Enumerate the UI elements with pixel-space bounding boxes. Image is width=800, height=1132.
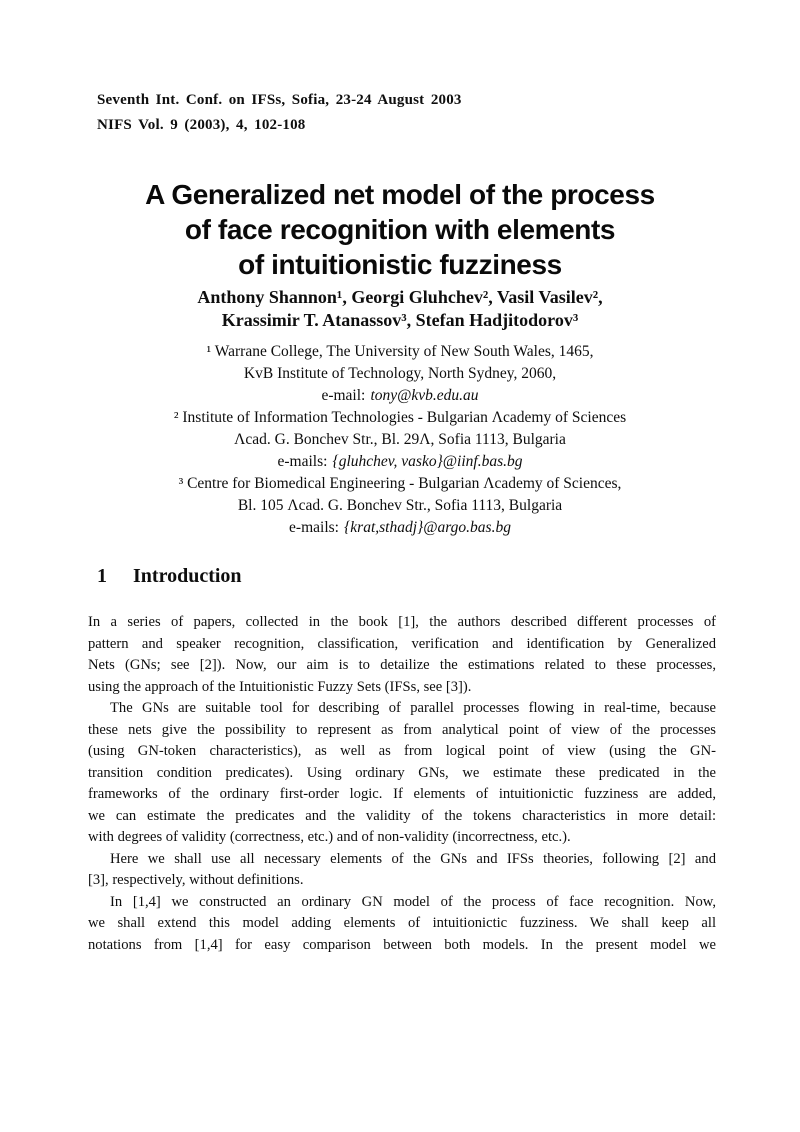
para-line: these nets give the possibility to represent as from analytical point of view of the processes	[88, 721, 716, 738]
para-line: In [1,4] we constructed an ordinary GN model of the process of face recognition. Now,	[110, 893, 716, 910]
email-label: e-mails:	[277, 453, 328, 470]
affiliation-1-email-line	[30, 385, 770, 407]
volume-line: NIFS Vol. 9 (2003), 4, 102-108	[97, 117, 306, 133]
email-address: {krat,sthadj}@argo.bas.bg	[344, 519, 511, 536]
affiliation-3-email-line	[30, 517, 770, 539]
affiliation-2-line-2: Λcad. G. Bonchev Str., Bl. 29Λ, Sofia 1113, Bulgaria	[234, 431, 566, 448]
affiliations	[30, 341, 770, 539]
paper-title-line-3: of intuitionistic fuzziness	[238, 249, 562, 280]
authors-line-2: Krassimir T. Atanassov³, Stefan Hadjitodorov³	[221, 310, 579, 330]
email-address: {gluhchev, vasko}@iinf.bas.bg	[332, 453, 523, 470]
authors	[30, 286, 770, 332]
para-line: The GNs are suitable tool for describing of parallel processes flowing in real-time, because	[110, 700, 716, 716]
section-title: Introduction	[133, 565, 242, 587]
conference-line: Seventh Int. Conf. on IFSs, Sofia, 23-24 August 2003	[97, 92, 462, 108]
affiliation-2-line-1: ² Institute of Information Technologies - Bulgarian Λcademy of Sciences	[173, 409, 627, 426]
para-line: (using GN-token characteristics), as well as from logical point of view (using the GN-	[88, 743, 716, 759]
affiliation-2-email-line	[30, 451, 770, 473]
para-line: Nets (GNs; see [2]). Now, our aim is to detailize the estimations related to these processes,	[88, 657, 716, 673]
para-line: pattern and speaker recognition, classification, verification and identification by Generalized	[88, 635, 716, 652]
para-line: we shall extend this model adding elements of intuitionictic fuzziness. We shall keep all	[88, 915, 716, 931]
section-heading	[97, 564, 242, 588]
running-head	[97, 88, 462, 138]
paper-title-line-1: A Generalized net model of the process	[145, 179, 655, 210]
email-label: e-mails:	[289, 519, 339, 536]
paper-title	[30, 177, 770, 282]
para-line: [3], respectively, without definitions.	[88, 872, 304, 888]
para-line: using the approach of the Intuitionistic Fuzzy Sets (IFSs, see [3]).	[88, 678, 472, 695]
email-label: e-mail:	[321, 387, 366, 404]
affiliation-2	[30, 407, 770, 473]
para-line: transition condition predicates). Using ordinary GNs, we estimate these predicated in the	[88, 764, 716, 781]
para-line: In a series of papers, collected in the book [1], the authors described different processes of	[88, 614, 716, 630]
email-address: tony@kvb.edu.au	[370, 387, 479, 404]
affiliation-3-line-1: ³ Centre for Biomedical Engineering - Bulgarian Λcademy of Sciences,	[178, 475, 622, 492]
para-line: Here we shall use all necessary elements of the GNs and IFSs theories, following [2] and	[110, 850, 716, 867]
authors-line-1: Anthony Shannon¹, Georgi Gluhchev², Vasil Vasilev²,	[197, 287, 603, 307]
para-line: with degrees of validity (correctness, etc.) and of non-validity (incorrectness, etc.).	[88, 829, 571, 845]
para-line: frameworks of the ordinary first-order logic. If elements of intuitionictic fuzziness are added,	[88, 786, 716, 802]
affiliation-3	[30, 473, 770, 539]
para-line: we can estimate the predicates and the validity of the tokens characteristics in more detail:	[88, 807, 716, 824]
body-text	[88, 612, 716, 956]
paper-title-line-2: of face recognition with elements	[184, 214, 616, 245]
affiliation-1-line-1: ¹ Warrane College, The University of New South Wales, 1465,	[206, 343, 594, 360]
para-line: notations from [1,4] for easy comparison between both models. In the present model we	[88, 936, 716, 953]
affiliation-1	[30, 341, 770, 407]
affiliation-1-line-2: KvB Institute of Technology, North Sydney, 2060,	[243, 365, 557, 382]
section-number: 1	[97, 565, 107, 587]
affiliation-3-line-2: Bl. 105 Λcad. G. Bonchev Str., Sofia 1113, Bulgaria	[237, 497, 563, 514]
